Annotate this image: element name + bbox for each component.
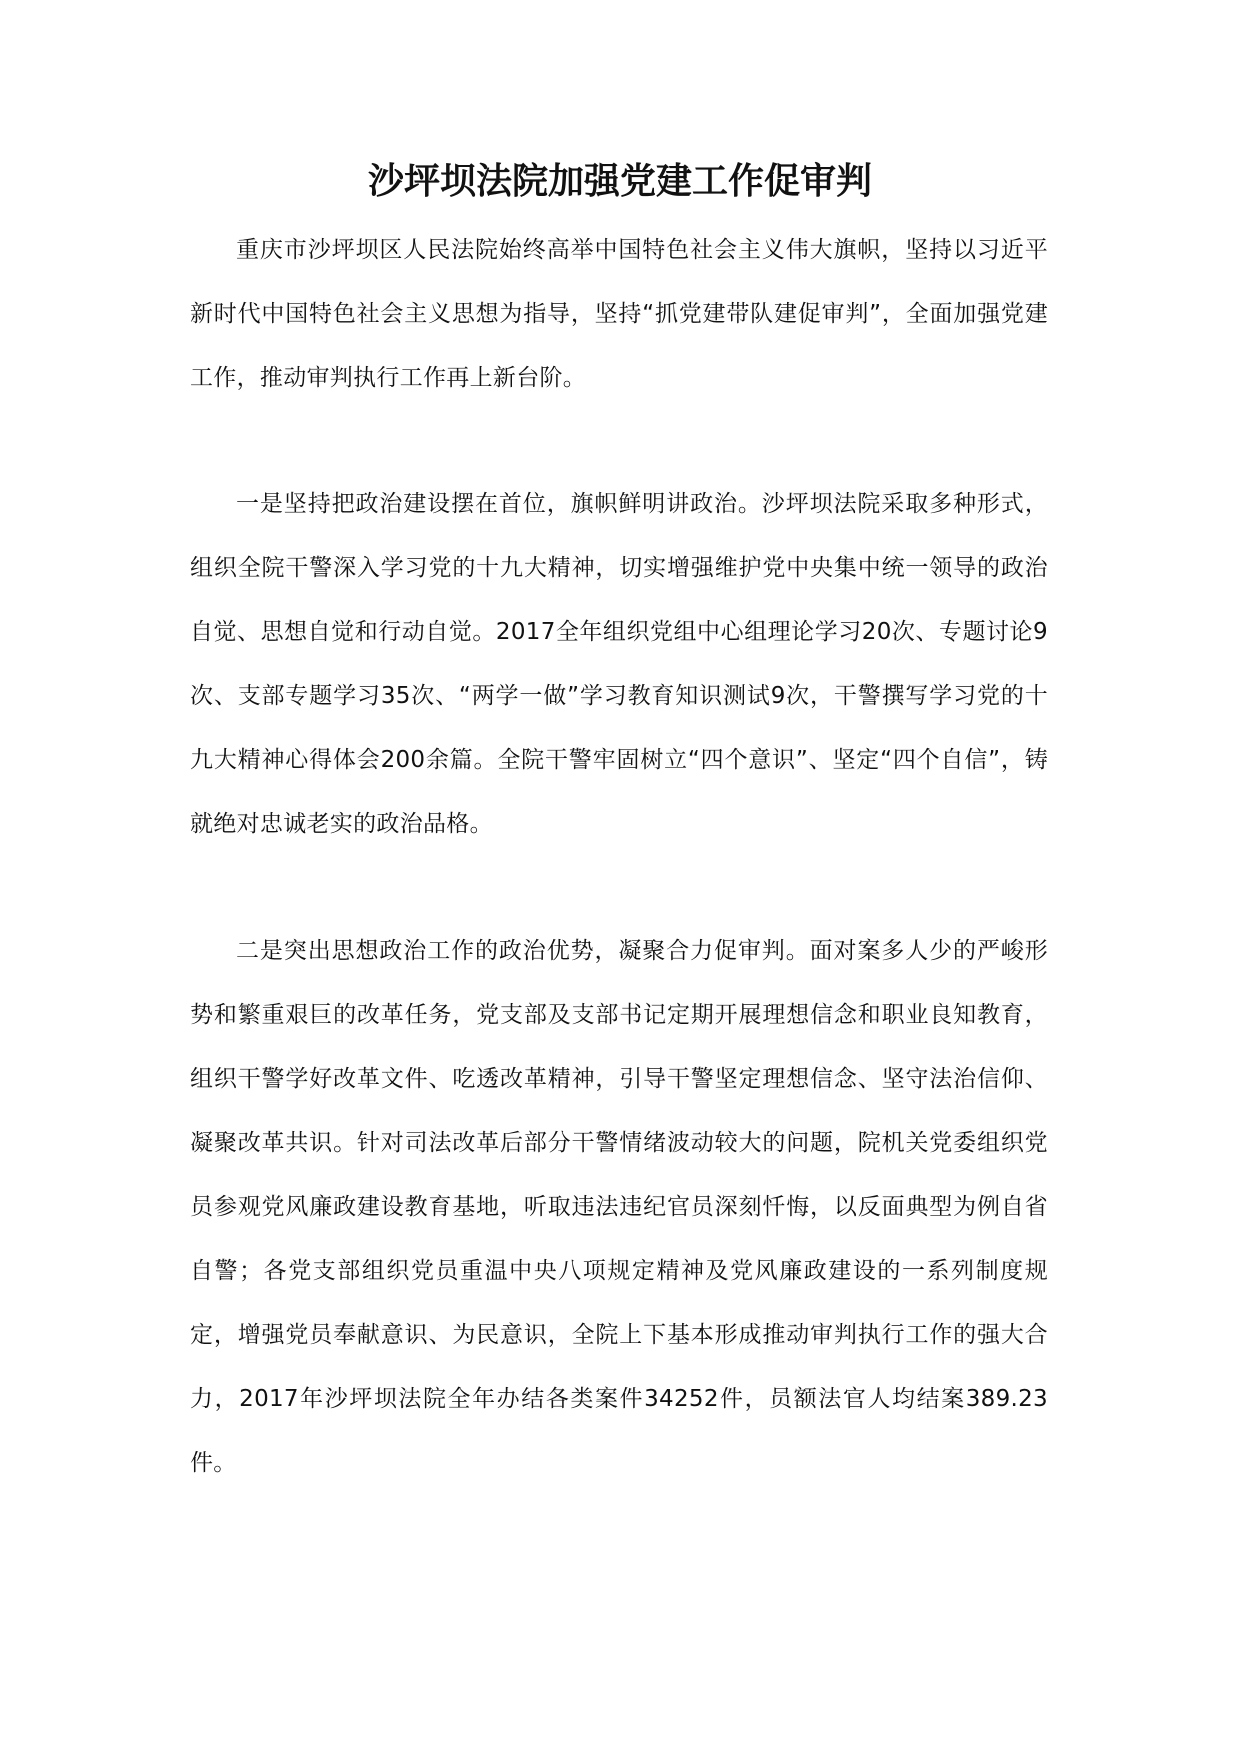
document-title: 沙坪坝法院加强党建工作促审判 (367, 160, 872, 202)
intro-paragraph: 重庆市沙坪坝区人民法院始终高举中国特色社会主义伟大旗帜，坚持以习近平新时代中国特色社会主义思想为指导，坚持“抓党建带队建促审判”，全面加强党建工作，推动审判执行工作再上新台阶。 (190, 237, 1048, 391)
political-construction-paragraph: 一是坚持把政治建设摆在首位，旗帜鲜明讲政治。沙坪坝法院采取多种形式，组织全院干警深入学习党的十九大精神，切实增强维护党中央集中统一领导的政治自觉、思想自觉和行动自觉。2017全年组织党组中心组理论学习20次、专题讨论9次、支部专题学习35次、“两学一做”学习教育知识测试9次，干警撰写学习党的十九大精神心得体会200余篇。全院干警牢固树立“四个意识”、坚定“四个自信”，铸就绝对忠诚老实的政治品格。 (190, 491, 1048, 837)
ideological-work-paragraph: 二是突出思想政治工作的政治优势，凝聚合力促审判。面对案多人少的严峻形势和繁重艰巨的改革任务，党支部及支部书记定期开展理想信念和职业良知教育，组织干警学好改革文件、吃透改革精神，引导干警坚定理想信念、坚守法治信仰、凝聚改革共识。针对司法改革后部分干警情绪波动较大的问题，院机关党委组织党员参观党风廉政建设教育基地，听取违法违纪官员深刻忏悔，以反面典型为例自省自警；各党支部组织党员重温中央八项规定精神及党风廉政建设的一系列制度规定，增强党员奉献意识、为民意识，全院上下基本形成推动审判执行工作的强大合力，2017年沙坪坝法院全年办结各类案件34252件，员额法官人均结案389.23件。 (190, 938, 1048, 1476)
